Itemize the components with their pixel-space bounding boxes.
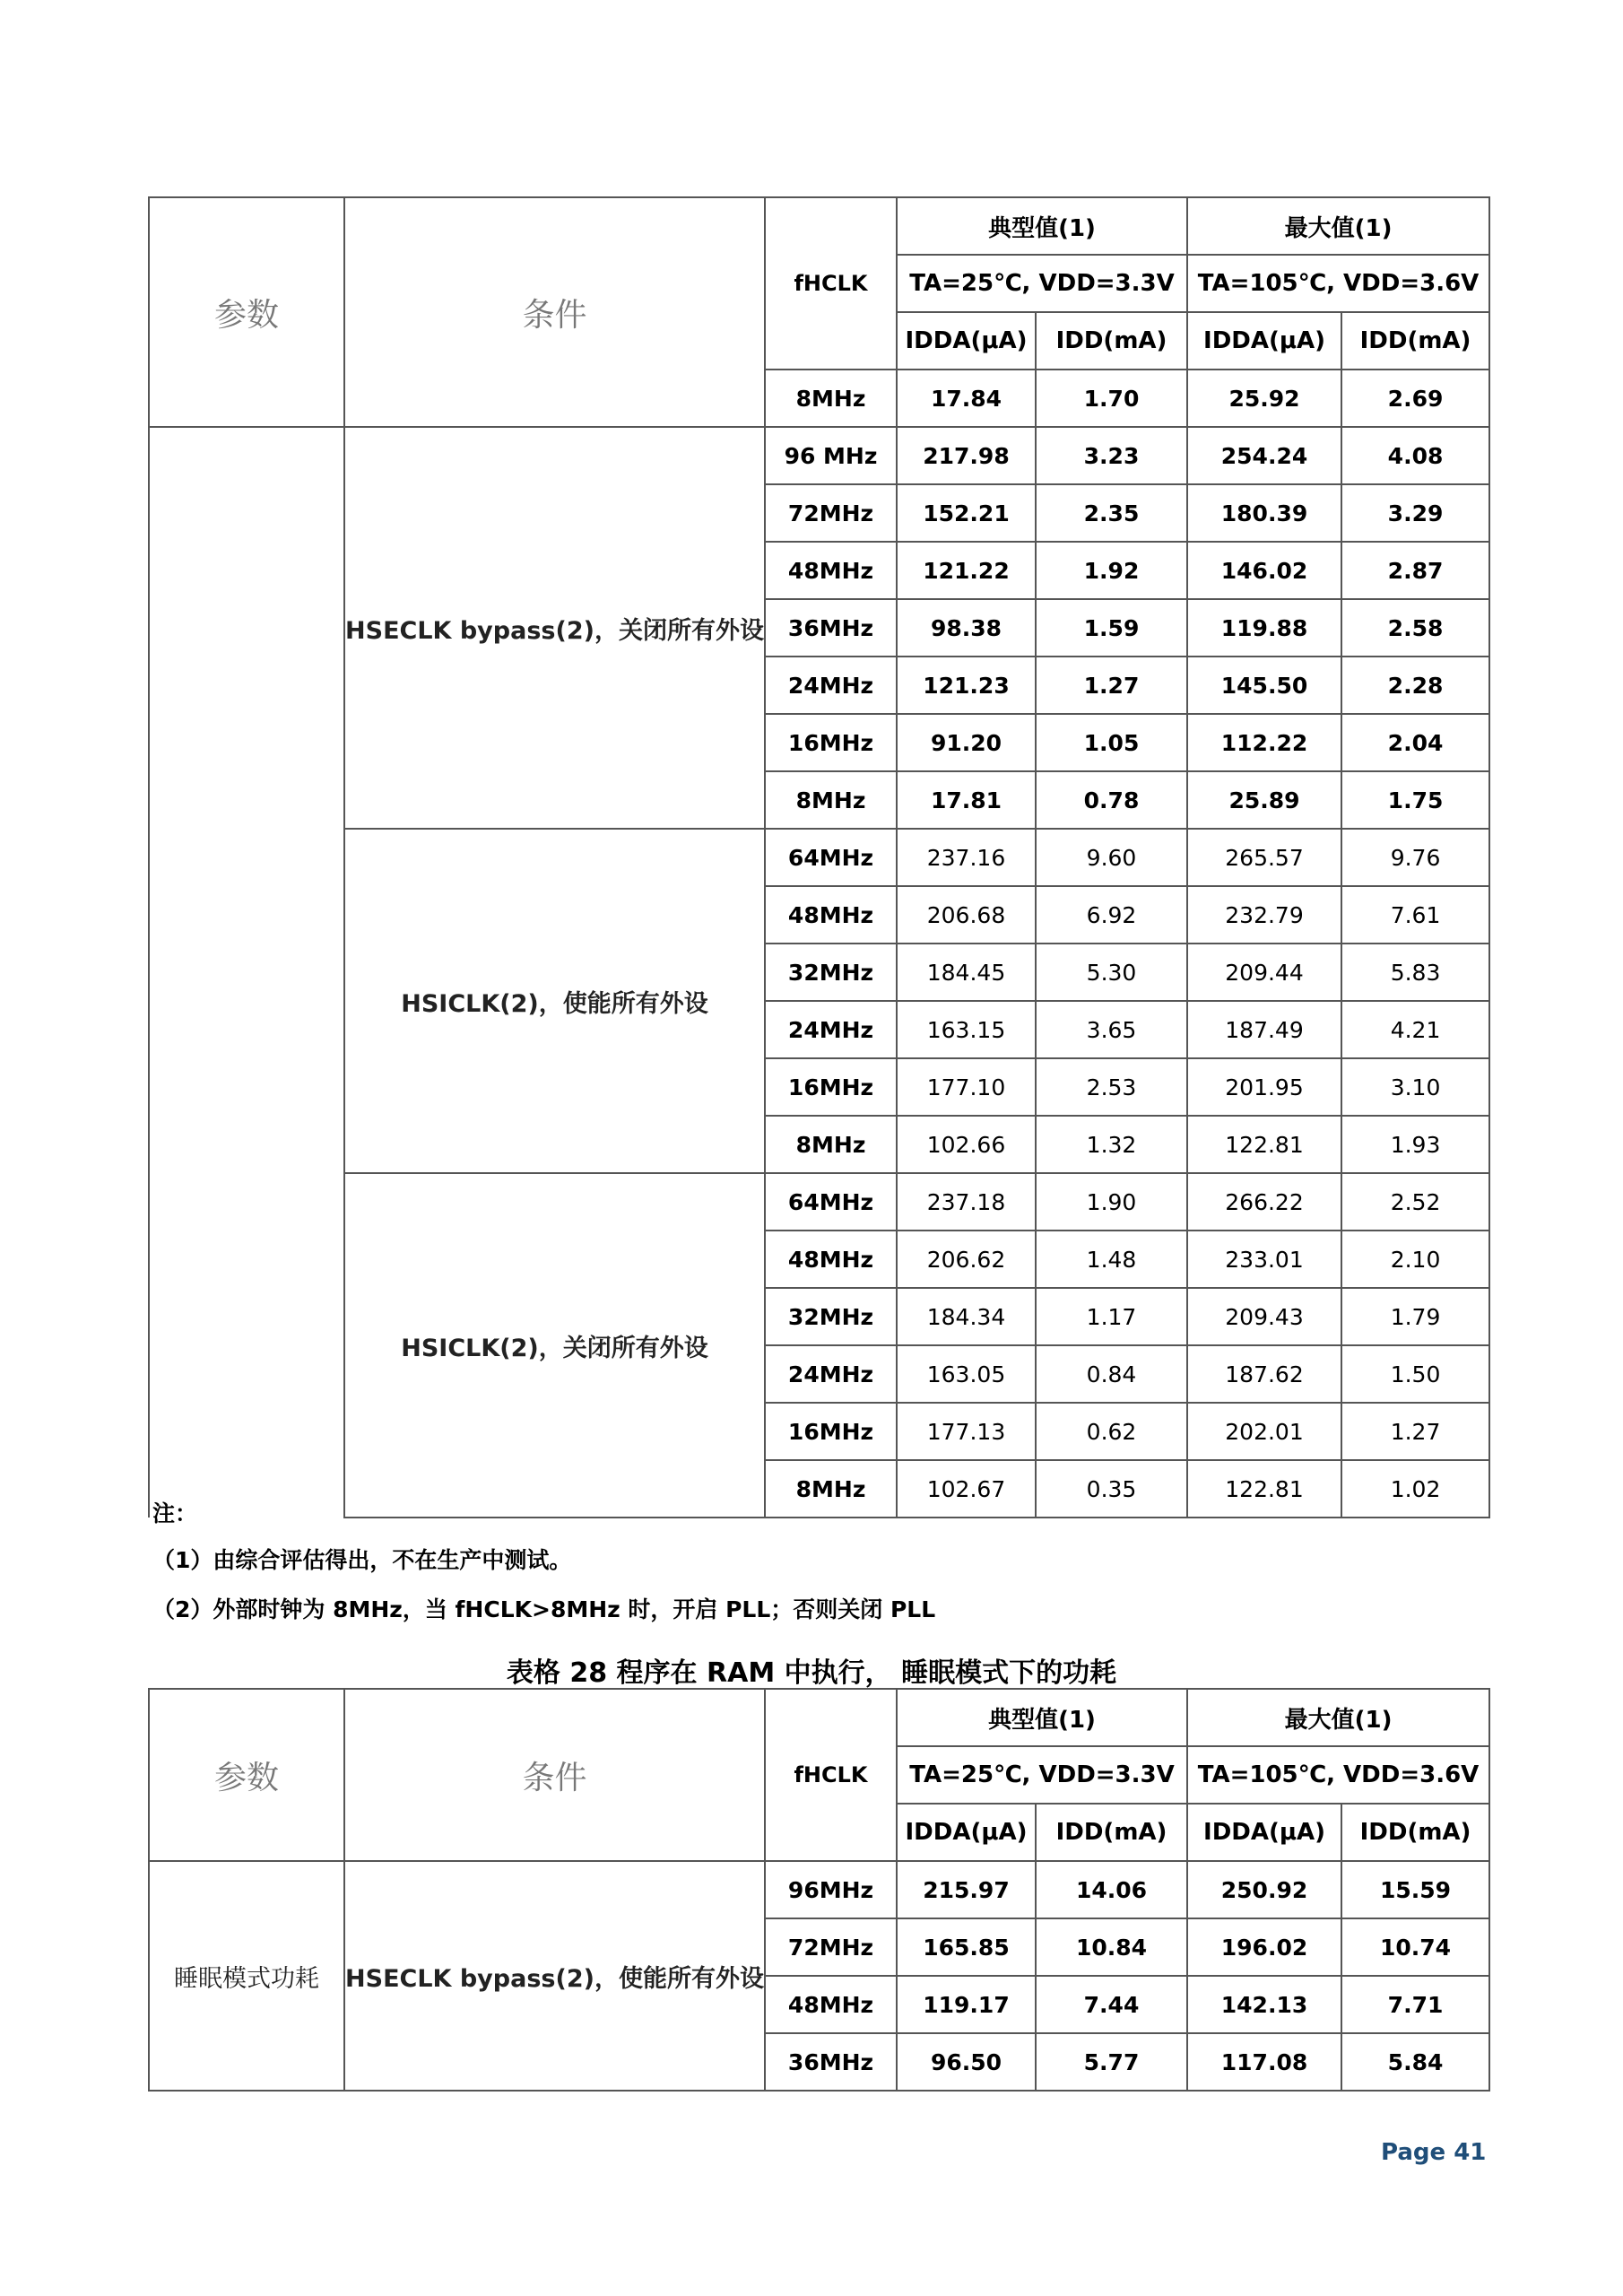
freq-cell: 8MHz [765, 771, 897, 829]
value-cell: 206.62 [897, 1231, 1036, 1288]
max-condition: TA=105℃, VDD=3.6V [1187, 255, 1489, 312]
param-header: 参数 [149, 197, 344, 427]
condition-cell: HSECLK bypass(2)，使能所有外设 [344, 1861, 765, 2091]
value-cell: 9.60 [1036, 829, 1187, 886]
value-cell: 122.81 [1187, 1460, 1341, 1518]
value-cell: 9.76 [1341, 829, 1489, 886]
value-cell: 119.17 [897, 1976, 1036, 2033]
freq-cell: 96 MHz [765, 427, 897, 484]
value-cell: 119.88 [1187, 599, 1341, 657]
value-cell: 1.75 [1341, 771, 1489, 829]
value-cell: 3.65 [1036, 1001, 1187, 1058]
param-header: 参数 [149, 1689, 344, 1861]
freq-cell: 48MHz [765, 1976, 897, 2033]
value-cell: 232.79 [1187, 886, 1341, 944]
idd-typ-header: IDD(mA) [1036, 1804, 1187, 1861]
value-cell: 96.50 [897, 2033, 1036, 2091]
freq-cell: 64MHz [765, 829, 897, 886]
value-cell: 117.08 [1187, 2033, 1341, 2091]
freq-cell: 48MHz [765, 542, 897, 599]
value-cell: 206.68 [897, 886, 1036, 944]
value-cell: 265.57 [1187, 829, 1341, 886]
value-cell: 91.20 [897, 714, 1036, 771]
fhclk-header: fHCLK [765, 197, 897, 370]
value-cell: 98.38 [897, 599, 1036, 657]
value-cell: 2.52 [1341, 1173, 1489, 1231]
value-cell: 1.79 [1341, 1288, 1489, 1345]
value-cell: 177.13 [897, 1403, 1036, 1460]
value-cell: 112.22 [1187, 714, 1341, 771]
value-cell: 2.53 [1036, 1058, 1187, 1116]
value-cell: 2.10 [1341, 1231, 1489, 1288]
value-cell: 1.50 [1341, 1345, 1489, 1403]
value-cell: 201.95 [1187, 1058, 1341, 1116]
current-consumption-table-1 [148, 196, 1490, 1518]
value-cell: 145.50 [1187, 657, 1341, 714]
table-row [149, 1861, 1489, 1918]
value-cell: 0.62 [1036, 1403, 1187, 1460]
value-cell: 237.16 [897, 829, 1036, 886]
value-cell: 233.01 [1187, 1231, 1341, 1288]
param-value-cell: 睡眠模式功耗 [149, 1861, 344, 2091]
max-condition: TA=105℃, VDD=3.6V [1187, 1746, 1489, 1804]
value-cell: 25.92 [1187, 370, 1341, 427]
condition-header: 条件 [344, 1689, 765, 1861]
value-cell: 5.84 [1341, 2033, 1489, 2091]
freq-cell: 96MHz [765, 1861, 897, 1918]
value-cell: 4.21 [1341, 1001, 1489, 1058]
table-row [149, 829, 1489, 886]
max-header: 最大值(1) [1187, 1689, 1489, 1746]
value-cell: 1.17 [1036, 1288, 1187, 1345]
value-cell: 25.89 [1187, 771, 1341, 829]
value-cell: 1.59 [1036, 599, 1187, 657]
value-cell: 2.87 [1341, 542, 1489, 599]
notes-title: 注： [152, 1500, 198, 1526]
value-cell: 184.34 [897, 1288, 1036, 1345]
value-cell: 1.48 [1036, 1231, 1187, 1288]
value-cell: 6.92 [1036, 886, 1187, 944]
freq-cell: 48MHz [765, 886, 897, 944]
condition-cell: HSICLK(2)，关闭所有外设 [344, 1173, 765, 1518]
sleep-mode-current-table [148, 1688, 1490, 2092]
idd-max-header: IDD(mA) [1341, 312, 1489, 370]
idda-max-header: IDDA(μA) [1187, 312, 1341, 370]
table-caption: 表格 28 程序在 RAM 中执行， 睡眠模式下的功耗 [506, 1657, 1117, 1689]
freq-cell: 16MHz [765, 714, 897, 771]
value-cell: 17.81 [897, 771, 1036, 829]
value-cell: 209.43 [1187, 1288, 1341, 1345]
value-cell: 102.66 [897, 1116, 1036, 1173]
value-cell: 2.35 [1036, 484, 1187, 542]
freq-cell: 36MHz [765, 2033, 897, 2091]
value-cell: 3.10 [1341, 1058, 1489, 1116]
value-cell: 3.23 [1036, 427, 1187, 484]
freq-cell: 32MHz [765, 944, 897, 1001]
typical-condition: TA=25℃, VDD=3.3V [897, 1746, 1187, 1804]
typical-condition: TA=25℃, VDD=3.3V [897, 255, 1187, 312]
value-cell: 215.97 [897, 1861, 1036, 1918]
idda-max-header: IDDA(μA) [1187, 1804, 1341, 1861]
freq-cell: 8MHz [765, 1460, 897, 1518]
value-cell: 2.28 [1341, 657, 1489, 714]
value-cell: 184.45 [897, 944, 1036, 1001]
freq-cell: 72MHz [765, 1918, 897, 1976]
value-cell: 254.24 [1187, 427, 1341, 484]
freq-cell: 16MHz [765, 1403, 897, 1460]
value-cell: 1.90 [1036, 1173, 1187, 1231]
value-cell: 0.84 [1036, 1345, 1187, 1403]
table-row [149, 1173, 1489, 1231]
value-cell: 17.84 [897, 370, 1036, 427]
value-cell: 1.02 [1341, 1460, 1489, 1518]
fhclk-header: fHCLK [765, 1689, 897, 1861]
idda-typ-header: IDDA(μA) [897, 1804, 1036, 1861]
value-cell: 5.77 [1036, 2033, 1187, 2091]
param-column-empty [149, 427, 344, 1518]
freq-cell: 48MHz [765, 1231, 897, 1288]
freq-cell: 36MHz [765, 599, 897, 657]
condition-cell: HSICLK(2)，使能所有外设 [344, 829, 765, 1173]
value-cell: 4.08 [1341, 427, 1489, 484]
value-cell: 1.32 [1036, 1116, 1187, 1173]
value-cell: 187.62 [1187, 1345, 1341, 1403]
value-cell: 187.49 [1187, 1001, 1341, 1058]
value-cell: 266.22 [1187, 1173, 1341, 1231]
freq-cell: 24MHz [765, 1345, 897, 1403]
typical-header: 典型值(1) [897, 197, 1187, 255]
freq-cell: 24MHz [765, 657, 897, 714]
freq-cell: 72MHz [765, 484, 897, 542]
value-cell: 1.92 [1036, 542, 1187, 599]
freq-cell: 24MHz [765, 1001, 897, 1058]
value-cell: 152.21 [897, 484, 1036, 542]
value-cell: 1.27 [1341, 1403, 1489, 1460]
value-cell: 209.44 [1187, 944, 1341, 1001]
value-cell: 142.13 [1187, 1976, 1341, 2033]
idd-typ-header: IDD(mA) [1036, 312, 1187, 370]
value-cell: 5.30 [1036, 944, 1187, 1001]
value-cell: 146.02 [1187, 542, 1341, 599]
value-cell: 7.71 [1341, 1976, 1489, 2033]
value-cell: 7.61 [1341, 886, 1489, 944]
value-cell: 10.84 [1036, 1918, 1187, 1976]
value-cell: 163.15 [897, 1001, 1036, 1058]
value-cell: 122.81 [1187, 1116, 1341, 1173]
value-cell: 3.29 [1341, 484, 1489, 542]
idd-max-header: IDD(mA) [1341, 1804, 1489, 1861]
value-cell: 1.70 [1036, 370, 1187, 427]
value-cell: 177.10 [897, 1058, 1036, 1116]
value-cell: 7.44 [1036, 1976, 1187, 2033]
value-cell: 196.02 [1187, 1918, 1341, 1976]
note-1: （1）由综合评估得出，不在生产中测试。 [152, 1547, 572, 1573]
value-cell: 1.05 [1036, 714, 1187, 771]
value-cell: 121.23 [897, 657, 1036, 714]
value-cell: 1.93 [1341, 1116, 1489, 1173]
value-cell: 165.85 [897, 1918, 1036, 1976]
freq-cell: 64MHz [765, 1173, 897, 1231]
value-cell: 5.83 [1341, 944, 1489, 1001]
typical-header: 典型值(1) [897, 1689, 1187, 1746]
value-cell: 0.35 [1036, 1460, 1187, 1518]
condition-header: 条件 [344, 197, 765, 427]
condition-cell: HSECLK bypass(2)，关闭所有外设 [344, 427, 765, 829]
value-cell: 163.05 [897, 1345, 1036, 1403]
value-cell: 2.04 [1341, 714, 1489, 771]
max-header: 最大值(1) [1187, 197, 1489, 255]
value-cell: 250.92 [1187, 1861, 1341, 1918]
value-cell: 102.67 [897, 1460, 1036, 1518]
value-cell: 202.01 [1187, 1403, 1341, 1460]
value-cell: 10.74 [1341, 1918, 1489, 1976]
value-cell: 0.78 [1036, 771, 1187, 829]
value-cell: 2.58 [1341, 599, 1489, 657]
page-number: Page 41 [1381, 2139, 1487, 2166]
value-cell: 180.39 [1187, 484, 1341, 542]
value-cell: 15.59 [1341, 1861, 1489, 1918]
freq-cell: 8MHz [765, 370, 897, 427]
value-cell: 2.69 [1341, 370, 1489, 427]
freq-cell: 32MHz [765, 1288, 897, 1345]
value-cell: 1.27 [1036, 657, 1187, 714]
table-row [149, 427, 1489, 484]
freq-cell: 8MHz [765, 1116, 897, 1173]
value-cell: 217.98 [897, 427, 1036, 484]
value-cell: 121.22 [897, 542, 1036, 599]
value-cell: 14.06 [1036, 1861, 1187, 1918]
freq-cell: 16MHz [765, 1058, 897, 1116]
note-2: （2）外部时钟为 8MHz，当 fHCLK>8MHz 时，开启 PLL；否则关闭 PLL [152, 1596, 936, 1622]
idda-typ-header: IDDA(μA) [897, 312, 1036, 370]
value-cell: 237.18 [897, 1173, 1036, 1231]
